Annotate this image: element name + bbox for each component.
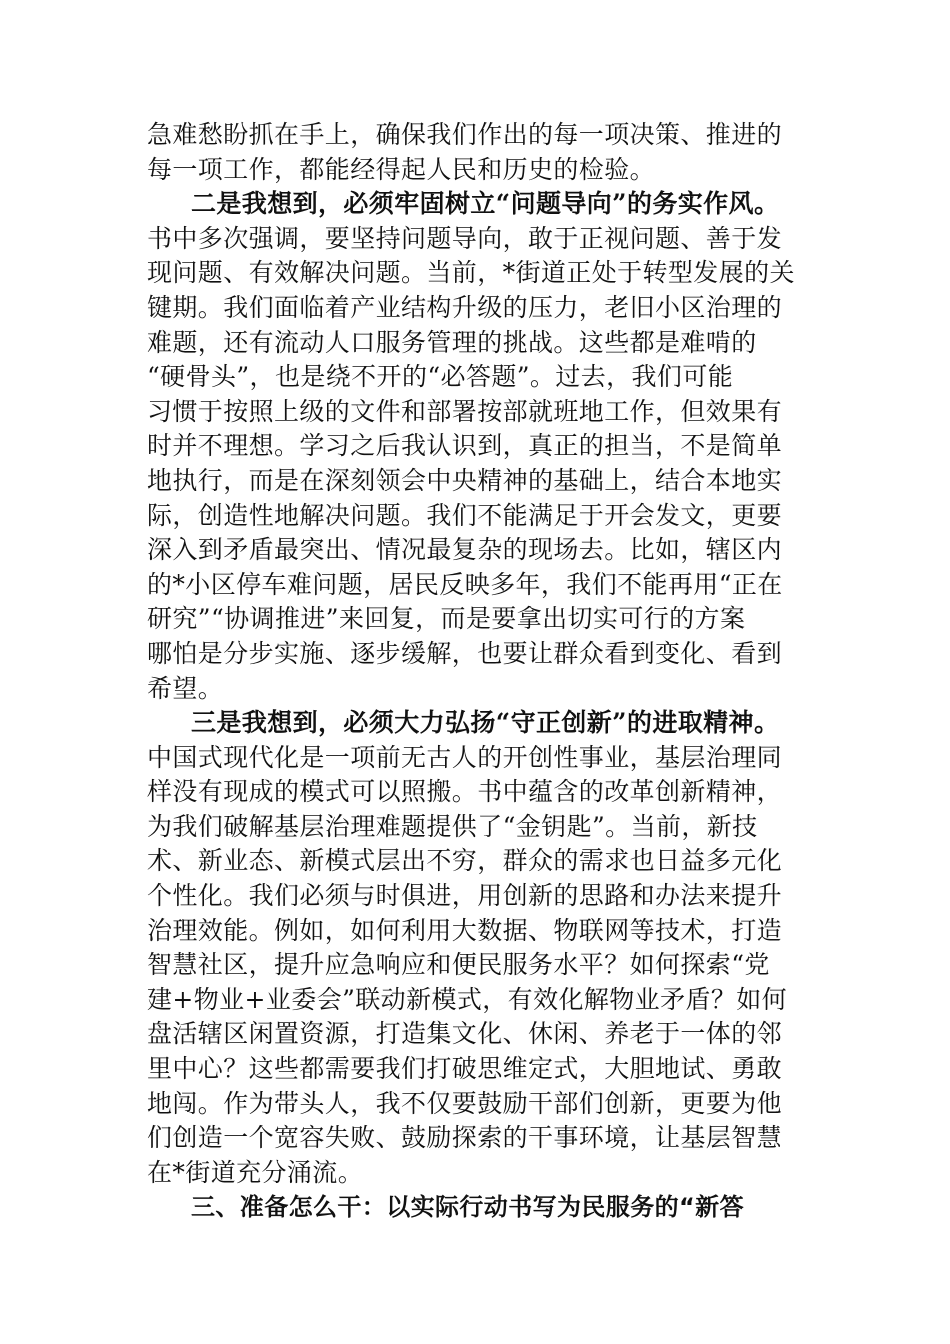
body-text-line: 智慧社区，提升应急响应和便民服务水平？如何探索“党 [147,950,770,980]
body-text-line: 急难愁盼抓在手上，确保我们作出的每一项决策、推进的 [147,120,783,149]
body-text-line: 现问题、有效解决问题。当前，*街道正处于转型发展的关 [147,258,795,288]
body-text-line: 书中多次强调，要坚持问题导向，敢于正视问题、善于发 [147,223,783,253]
body-text-line: 际，创造性地解决问题。我们不能满足于开会发文，更要 [147,500,783,530]
body-text-line: 每一项工作，都能经得起人民和历史的检验。 [147,154,656,184]
body-text-line: 样没有现成的模式可以照搬。书中蕴含的改革创新精神， [147,777,783,807]
section-3-heading: 三、准备怎么干：以实际行动书写为民服务的“新答 [191,1193,744,1222]
body-text-line: 地闯。作为带头人，我不仅要鼓励干部们创新，更要为他 [147,1088,783,1118]
body-text-line: 中国式现代化是一项前无古人的开创性事业，基层治理同 [147,742,783,772]
body-text-line: 时并不理想。学习之后我认识到，真正的担当，不是简单 [147,431,783,461]
body-text-line: 习惯于按照上级的文件和部署按部就班地工作，但效果有 [147,396,783,426]
body-text-line: 哪怕是分步实施、逐步缓解，也要让群众看到变化、看到 [147,638,783,668]
body-text-line: 深入到矛盾最突出、情况最复杂的现场去。比如，辖区内 [147,535,783,565]
body-text-line: 在*街道充分涌流。 [147,1157,364,1187]
body-text-line: 难题，还有流动人口服务管理的挑战。这些都是难啃的 [147,327,757,357]
document-page [147,118,807,1225]
point-2-title: 二是我想到，必须牢固树立“问题导向”的务实作风。 [191,189,780,219]
body-text-line: 术、新业态、新模式层出不穷，群众的需求也日益多元化 [147,846,783,876]
body-text-line: 地执行，而是在深刻领会中央精神的基础上，结合本地实 [147,465,783,495]
body-text-line: “硬骨头”，也是绕不开的“必答题”。过去，我们可能 [147,362,734,392]
body-text-line: 个性化。我们必须与时俱进，用创新的思路和办法来提升 [147,881,783,911]
body-text-line: 治理效能。例如，如何利用大数据、物联网等技术，打造 [147,915,783,945]
body-text-line: 希望。 [147,673,224,703]
body-text-line: 为我们破解基层治理难题提供了“金钥匙”。当前，新技 [147,811,758,841]
body-text-line: 研究”“协调推进”来回复，而是要拿出切实可行的方案 [147,604,746,634]
body-text-line: 建+物业+业委会”联动新模式，有效化解物业矛盾？如何 [147,984,788,1014]
point-3-title: 三是我想到，必须大力弘扬“守正创新”的进取精神。 [191,708,780,738]
body-text-line: 盘活辖区闲置资源，打造集文化、休闲、养老于一体的邻 [147,1019,783,1049]
body-text-line: 键期。我们面临着产业结构升级的压力，老旧小区治理的 [147,292,783,322]
body-text-line: 里中心？这些都需要我们打破思维定式，大胆地试、勇敢 [147,1054,783,1084]
body-text-line: 的*小区停车难问题，居民反映多年，我们不能再用“正在 [147,569,783,599]
body-text-line: 们创造一个宽容失败、鼓励探索的干事环境，让基层智慧 [147,1123,783,1153]
